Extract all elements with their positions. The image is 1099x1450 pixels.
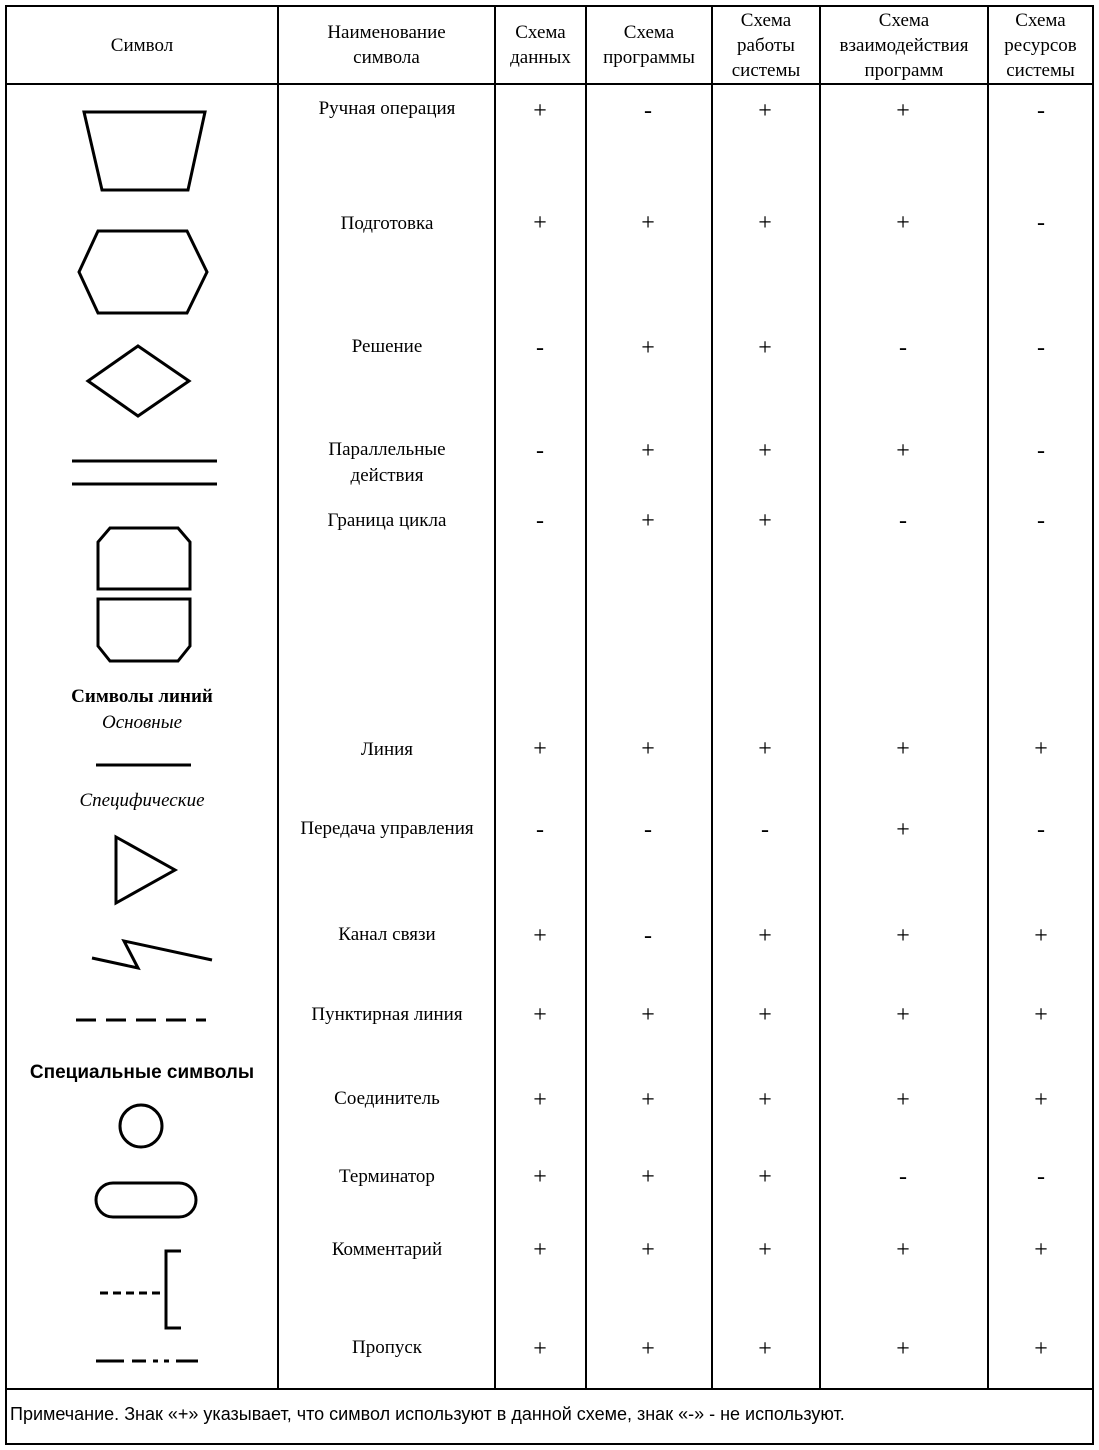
row-name: Терминатор [339, 1166, 435, 1187]
usage-mark: + [533, 1164, 547, 1190]
usage-mark: - [536, 438, 544, 464]
usage-mark: + [533, 923, 547, 949]
usage-mark: + [896, 923, 910, 949]
note-divider [5, 1388, 1094, 1390]
usage-mark: + [896, 1237, 910, 1263]
usage-mark: + [758, 923, 772, 949]
control-transfer-icon [116, 837, 175, 903]
usage-mark: + [758, 335, 772, 361]
section-special: Специальные символы [29, 1062, 255, 1083]
header-system-work-scheme: Схема работы системы [731, 9, 801, 81]
usage-mark: + [641, 210, 655, 236]
usage-mark: - [644, 923, 652, 949]
terminator-icon [96, 1183, 196, 1217]
column-divider [711, 5, 713, 1390]
comment-bracket-icon [166, 1251, 181, 1328]
decision-icon [88, 346, 189, 416]
usage-mark: + [1034, 1002, 1048, 1028]
usage-mark: + [641, 438, 655, 464]
usage-mark: + [758, 508, 772, 534]
usage-mark: - [644, 98, 652, 124]
usage-mark: - [536, 335, 544, 361]
communication-channel-icon [92, 941, 212, 968]
usage-mark: - [1037, 98, 1045, 124]
usage-mark: + [758, 1087, 772, 1113]
usage-mark: - [644, 817, 652, 843]
usage-mark: + [896, 1336, 910, 1362]
header-interaction-scheme: Схема взаимодействия программ [839, 9, 969, 81]
usage-mark: - [1037, 817, 1045, 843]
usage-mark: + [533, 98, 547, 124]
row-name: Пропуск [351, 1337, 423, 1358]
usage-mark: + [896, 210, 910, 236]
usage-mark: + [896, 817, 910, 843]
usage-mark: + [758, 1336, 772, 1362]
usage-mark: - [899, 1164, 907, 1190]
usage-mark: - [1037, 1164, 1045, 1190]
usage-mark: - [899, 508, 907, 534]
row-name: Линия [360, 739, 414, 760]
section-lines-title: Символы линий [71, 686, 213, 707]
usage-mark: + [641, 1087, 655, 1113]
row-name [279, 437, 495, 489]
usage-mark: - [899, 335, 907, 361]
usage-mark: + [641, 1237, 655, 1263]
usage-mark: + [641, 1336, 655, 1362]
usage-mark: + [896, 98, 910, 124]
row-name: Ручная операция [318, 98, 456, 119]
usage-mark: - [536, 817, 544, 843]
preparation-icon [79, 231, 207, 313]
usage-mark: - [1037, 508, 1045, 534]
usage-mark: + [641, 1164, 655, 1190]
usage-mark: + [758, 98, 772, 124]
usage-mark: + [896, 736, 910, 762]
header-program-scheme: Схема программы [603, 22, 695, 68]
usage-mark: + [1034, 1087, 1048, 1113]
usage-mark: + [896, 438, 910, 464]
connector-icon [120, 1105, 162, 1147]
usage-mark: + [641, 736, 655, 762]
column-divider [987, 5, 989, 1390]
usage-mark: + [641, 335, 655, 361]
loop-start-icon [98, 528, 190, 589]
header-data-scheme: Схема данных [510, 22, 571, 68]
row-name: Комментарий [331, 1239, 443, 1260]
usage-mark: + [896, 1002, 910, 1028]
row-name: Решение [351, 336, 423, 357]
usage-mark: + [758, 1164, 772, 1190]
usage-mark: + [641, 508, 655, 534]
loop-end-icon [98, 599, 190, 661]
usage-mark: + [533, 736, 547, 762]
column-divider [819, 5, 821, 1390]
usage-mark: + [758, 736, 772, 762]
usage-mark: + [1034, 1237, 1048, 1263]
row-name: Передача управления [300, 818, 474, 839]
usage-mark: - [1037, 210, 1045, 236]
row-name: Подготовка [340, 213, 434, 234]
row-name: Канал связи [338, 924, 436, 945]
row-name: Граница цикла [327, 510, 447, 531]
header-resources-scheme: Схема ресурсов системы [1004, 9, 1077, 81]
header-name: Наименование символа [327, 22, 446, 68]
usage-mark: + [758, 210, 772, 236]
usage-mark: + [896, 1087, 910, 1113]
footnote: Примечание. Знак «+» указывает, что символ используют в данной схеме, знак «-» - не используют. [10, 1404, 845, 1424]
usage-mark: + [533, 1002, 547, 1028]
usage-mark: + [533, 1237, 547, 1263]
usage-mark: + [533, 1336, 547, 1362]
header-symbol: Символ [110, 34, 174, 56]
usage-mark: + [533, 210, 547, 236]
usage-mark: + [758, 1237, 772, 1263]
section-specific: Специфические [79, 790, 205, 811]
section-basic: Основные [101, 712, 183, 733]
row-name: Пунктирная линия [311, 1004, 463, 1025]
usage-mark: + [1034, 736, 1048, 762]
row-name-line: Параллельные [328, 439, 446, 460]
usage-mark: + [533, 1087, 547, 1113]
usage-mark: + [1034, 1336, 1048, 1362]
manual-operation-icon [84, 112, 205, 190]
usage-mark: + [758, 1002, 772, 1028]
usage-mark: - [761, 817, 769, 843]
usage-mark: + [758, 438, 772, 464]
usage-mark: - [1037, 335, 1045, 361]
usage-mark: - [1037, 438, 1045, 464]
usage-mark: - [536, 508, 544, 534]
symbols-drawing [7, 85, 277, 1385]
row-name: Соединитель [334, 1088, 440, 1109]
column-divider [585, 5, 587, 1390]
row-name-line: действия [350, 465, 424, 486]
usage-mark: + [1034, 923, 1048, 949]
usage-mark: + [641, 1002, 655, 1028]
